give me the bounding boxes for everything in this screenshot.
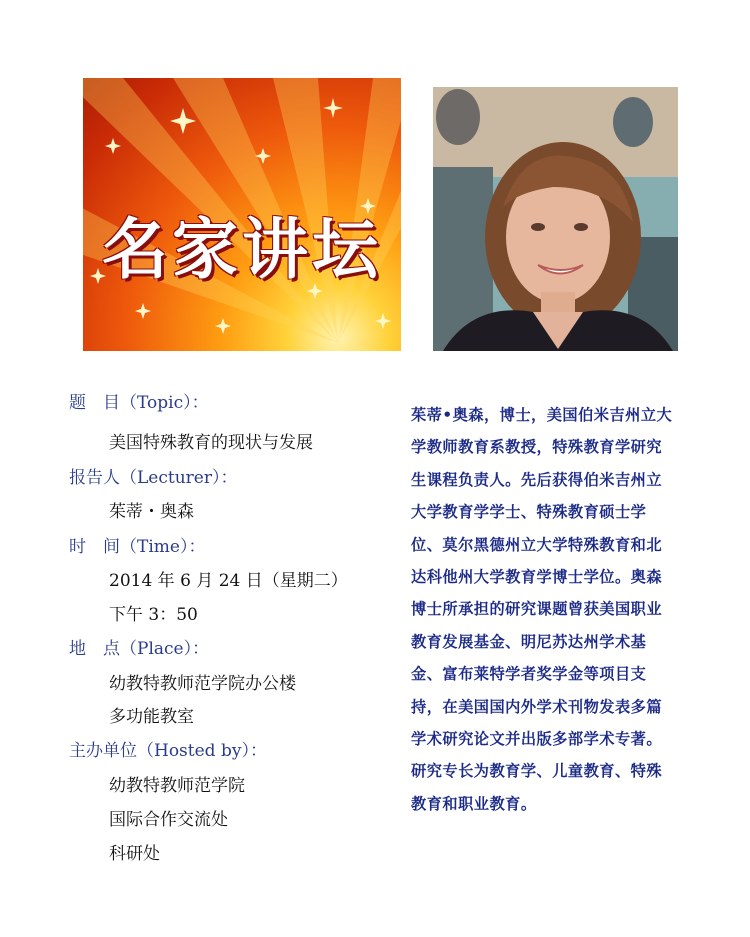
host-label: 主办单位（Hosted by）： <box>69 741 267 761</box>
host-research-office: 科研处 <box>109 844 160 864</box>
topic-value: 美国特殊教育的现状与发展 <box>109 433 313 453</box>
bio-text: 博士，美国伯米吉州立大学教师教育系教授，特殊教育学研究生课程负责人。先后获得伯米吉州立大学教育学学士、特殊教育硕士学位、莫尔黑德州立大学特殊教育和北达科他州大学教育学博士学位。奥森博士所承担的研究课题曾获美国职业教育发展基金、明尼苏达州学术基金、富布莱特学者奖学金等项目支持，在美国国内外学术刊物发表多篇学术研究论文并出版多部学术专著。研究专长为教育学、儿童教育、特殊教育和职业教育。 <box>411 406 673 813</box>
time-date: 2014 年 6 月 24 日（星期二） <box>109 571 348 591</box>
lecture-series-banner <box>83 78 401 351</box>
topic-label: 题 目（Topic）： <box>69 393 209 413</box>
banner-title: 名家讲坛 <box>102 210 382 288</box>
place-room: 多功能教室 <box>109 707 194 727</box>
lecturer-portrait <box>433 87 678 351</box>
host-intl-office: 国际合作交流处 <box>109 810 228 830</box>
lecturer-biography <box>411 399 677 820</box>
lecturer-label: 报告人（Lecturer）： <box>69 468 238 488</box>
time-hour: 下午 3：50 <box>109 605 198 625</box>
lecturer-value: 茱蒂・奥森 <box>109 502 194 522</box>
host-college: 幼教特教师范学院 <box>109 776 245 796</box>
place-label: 地 点（Place）： <box>69 639 210 659</box>
place-building: 幼教特教师范学院办公楼 <box>109 674 296 694</box>
time-label: 时 间（Time）： <box>69 537 206 557</box>
bio-name: 茱蒂•奥森， <box>411 406 500 424</box>
